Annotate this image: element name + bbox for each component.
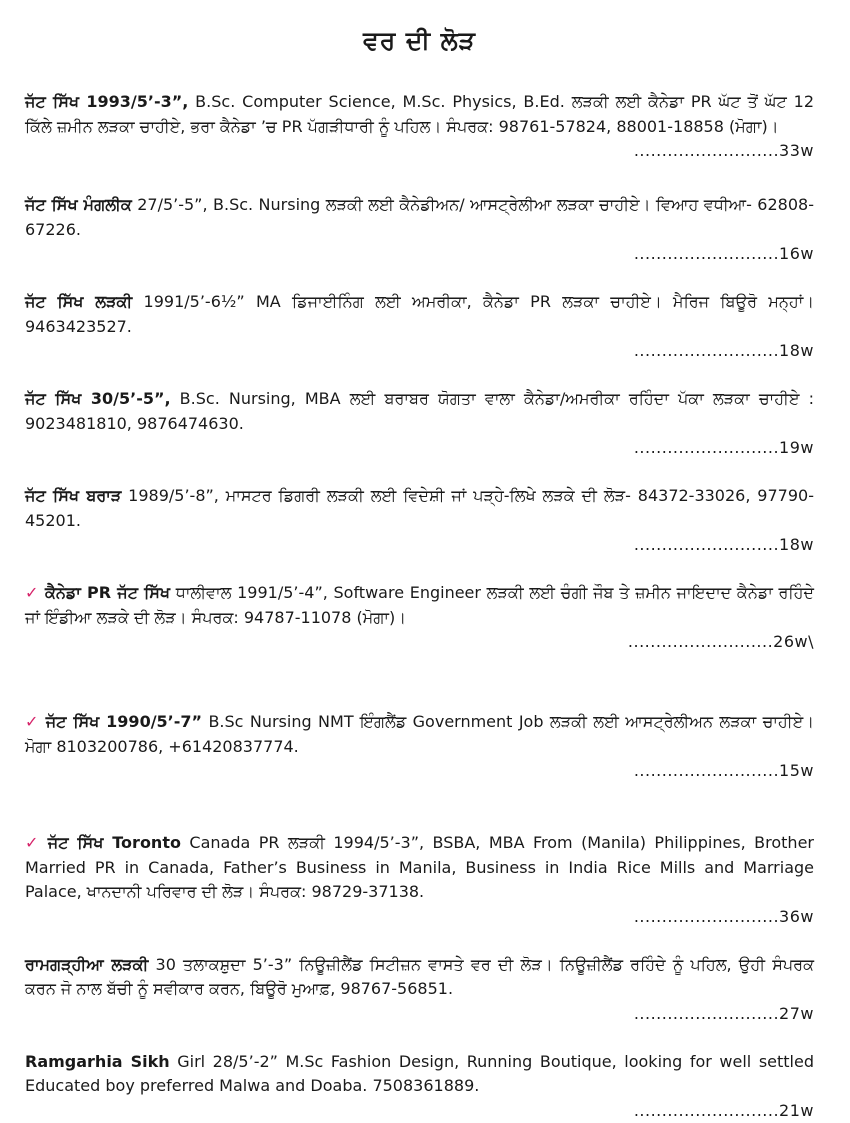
classified-ad bbox=[25, 290, 814, 363]
page-title: ਵਰ ਦੀ ਲੋੜ bbox=[363, 26, 476, 55]
ad-code: ..........................27w bbox=[633, 1003, 814, 1023]
classified-ad bbox=[25, 484, 814, 557]
classified-ad bbox=[25, 581, 814, 654]
ad-lead: ਕੈਨੇਡਾ PR ਜੱਟ ਸਿੱਖ bbox=[45, 583, 171, 602]
ad-lead: ਰਾਮਗੜ੍ਹੀਆ ਲੜਕੀ bbox=[25, 954, 149, 974]
ad-lead: ਜੱਟ ਸਿੱਖ 30/5’-5”, bbox=[25, 389, 171, 408]
classified-ad bbox=[25, 193, 814, 266]
ad-code: ..........................18w bbox=[633, 535, 814, 554]
classified-ad bbox=[25, 831, 814, 929]
ad-text bbox=[25, 710, 814, 759]
ad-code: ..........................21w bbox=[633, 1100, 814, 1120]
ad-lead: ਜੱਟ ਸਿੱਖ Toronto bbox=[47, 833, 181, 852]
ad-body: B.Sc. Nursing, MBA ਲਈ ਬਰਾਬਰ ਯੋਗਤਾ ਵਾਲਾ ਕੈਨੇਡਾ/ਅਮਰੀਕਾ ਰਹਿੰਦਾ ਪੱਕਾ ਲੜਕਾ ਚਾਹੀਏ : 9023481810, 9876474630. bbox=[25, 389, 814, 433]
ad-lead: Ramgarhia Sikh bbox=[25, 1051, 170, 1071]
ad-code: ..........................33w bbox=[633, 141, 814, 160]
checkmark-icon: ✓ bbox=[25, 583, 39, 602]
ad-code: ..........................16w bbox=[633, 244, 814, 263]
ad-code: ..........................26w\ bbox=[627, 632, 814, 651]
checkmark-icon: ✓ bbox=[25, 712, 40, 731]
ad-code: ..........................18w bbox=[633, 341, 814, 360]
ads-list bbox=[25, 90, 814, 1123]
ad-body: 27/5’-5”, B.Sc. Nursing ਲੜਕੀ ਲਈ ਕੈਨੇਡੀਅਨ/ ਆਸਟ੍ਰੇਲੀਆ ਲੜਕਾ ਚਾਹੀਏ। ਵਿਆਹ ਵਧੀਆ- 62808-67226. bbox=[25, 195, 814, 239]
ad-text bbox=[25, 484, 814, 533]
classified-ad bbox=[25, 387, 814, 460]
ad-lead: ਜੱਟ ਸਿੱਖ ਬਰਾੜ bbox=[25, 486, 122, 505]
ad-lead: ਜੱਟ ਸਿੱਖ ਲੜਕੀ bbox=[25, 292, 133, 311]
ad-code: ..........................36w bbox=[633, 906, 814, 926]
ad-lead: ਜੱਟ ਸਿੱਖ 1990/5’-7” bbox=[45, 712, 203, 731]
ad-text bbox=[25, 831, 814, 905]
classified-ad bbox=[25, 953, 814, 1026]
ad-body: ਧਾਲੀਵਾਲ 1991/5’-4”, Software Engineer ਲੜਕੀ ਲਈ ਚੰਗੀ ਜੌਬ ਤੇ ਜ਼ਮੀਨ ਜਾਇਦਾਦ ਕੈਨੇਡਾ ਰਹਿੰਦੇ ਜਾਂ ਇੰਡੀਆ ਲੜਕੇ ਦੀ ਲੋੜ। ਸੰਪਰਕ: 94787-11078 (ਮੋਗਾ)। bbox=[25, 583, 814, 627]
ad-body: B.Sc. Computer Science, M.Sc. Physics, B.Ed. ਲੜਕੀ ਲਈ ਕੈਨੇਡਾ PR ਘੱਟ ਤੋਂ ਘੱਟ 12 ਕਿੱਲੇ ਜ਼ਮੀਨ ਲੜਕਾ ਚਾਹੀਏ, ਭਰਾ ਕੈਨੇਡਾ ’ਚ PR ਪੱਗੜੀਧਾਰੀ ਨੂੰ ਪਹਿਲ। ਸੰਪਰਕ: 98761-57824, 88001-18858 (ਮੋਗਾ)। bbox=[25, 92, 814, 136]
classified-ad bbox=[25, 710, 814, 783]
ad-body: Girl 28/5’-2” M.Sc Fashion Design, Running Boutique, looking for well settled Educated boy preferred Malwa and Doaba. 7508361889. bbox=[25, 1051, 814, 1095]
ad-text bbox=[25, 581, 814, 630]
ad-text bbox=[25, 387, 814, 436]
ad-body: B.Sc Nursing NMT ਇੰਗਲੈਂਡ Government Job ਲੜਕੀ ਲਈ ਆਸਟ੍ਰੇਲੀਅਨ ਲੜਕਾ ਚਾਹੀਏ। ਮੋਗਾ 8103200786, +61420837774. bbox=[25, 712, 814, 756]
ad-text bbox=[25, 290, 814, 339]
ad-code: ..........................19w bbox=[633, 438, 814, 457]
ad-body: 1991/5’-6½” MA ਡਿਜਾਈਨਿੰਗ ਲਈ ਅਮਰੀਕਾ, ਕੈਨੇਡਾ PR ਲੜਕਾ ਚਾਹੀਏ। ਮੈਰਿਜ ਬਿਊਰੋ ਮਨ੍ਹਾਂ। 9463423527. bbox=[25, 292, 815, 336]
ad-text bbox=[25, 1050, 814, 1099]
ad-text bbox=[25, 193, 814, 242]
checkmark-icon: ✓ bbox=[25, 833, 42, 852]
classified-ad bbox=[25, 1050, 814, 1123]
ad-text bbox=[25, 953, 814, 1002]
classified-ad bbox=[25, 90, 814, 163]
ad-body: 30 ਤਲਾਕਸ਼ੁਦਾ 5’-3” ਨਿਊਜ਼ੀਲੈਂਡ ਸਿਟੀਜ਼ਨ ਵਾਸਤੇ ਵਰ ਦੀ ਲੋੜ। ਨਿਊਜ਼ੀਲੈਂਡ ਰਹਿੰਦੇ ਨੂੰ ਪਹਿਲ, ਉਹੀ ਸੰਪਰਕ ਕਰਨ ਜੋ ਨਾਲ ਬੱਚੀ ਨੂੰ ਸਵੀਕਾਰ ਕਰਨ, ਬਿਊਰੋ ਮੁਆਫ਼, 98767-56851. bbox=[25, 954, 815, 998]
ad-text bbox=[25, 90, 814, 139]
ad-lead: ਜੱਟ ਸਿੱਖ ਮੰਗਲੀਕ bbox=[25, 195, 132, 214]
ad-body: Canada PR ਲੜਕੀ 1994/5’-3”, BSBA, MBA From (Manila) Philippines, Brother Married PR in Canada, Father’s Business in Manila, Business in India Rice Mills and Marriage Palace, ਖਾਨਦਾਨੀ ਪਰਿਵਾਰ ਦੀ ਲੋੜ। ਸੰਪਰਕ: 98729-37138. bbox=[25, 833, 814, 901]
ad-lead: ਜੱਟ ਸਿੱਖ 1993/5’-3”, bbox=[25, 92, 189, 111]
ad-code: ..........................15w bbox=[633, 761, 814, 780]
ad-body: 1989/5’-8”, ਮਾਸਟਰ ਡਿਗਰੀ ਲੜਕੀ ਲਈ ਵਿਦੇਸ਼ੀ ਜਾਂ ਪੜ੍ਹੇ-ਲਿਖੇ ਲੜਕੇ ਦੀ ਲੋੜ- 84372-33026, 97790-45201. bbox=[25, 486, 814, 530]
